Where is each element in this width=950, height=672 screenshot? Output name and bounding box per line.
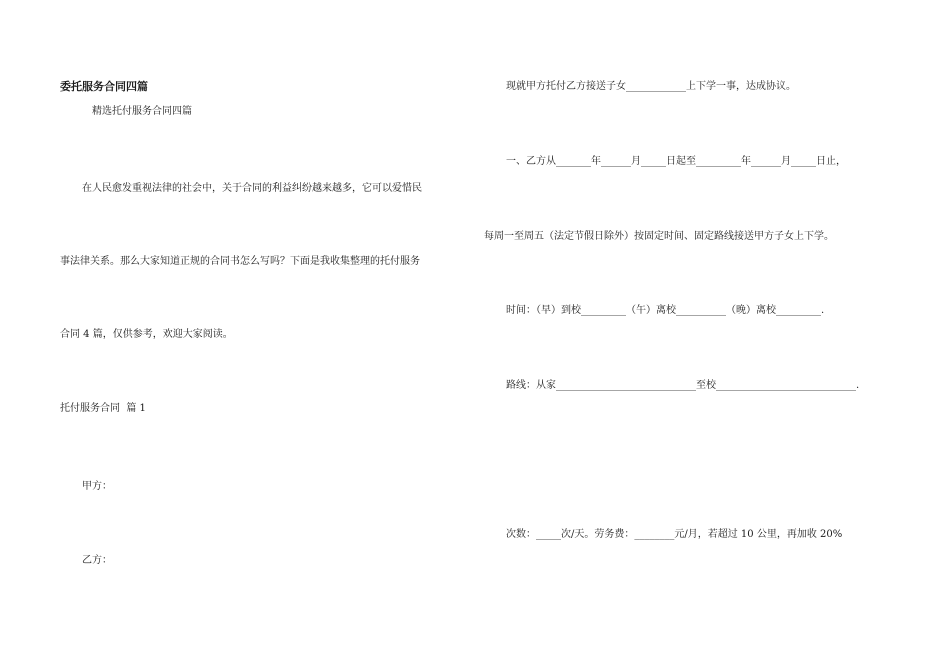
party-a-label: 甲方： — [82, 481, 112, 492]
route-line: 路线：从家____________________________至校____________________________. — [506, 380, 860, 391]
party-b-label: 乙方： — [82, 555, 112, 566]
intro-paragraph-line-2: 事法律关系。那么大家知道正规的合同书怎么写吗？下面是我收集整理的托付服务 — [60, 256, 420, 267]
agreement-line: 现就甲方托付乙方接送子女____________上下学一事，达成协议。 — [506, 81, 796, 92]
document-title: 委托服务合同四篇 — [60, 80, 148, 93]
schedule-line: 每周一至周五（法定节假日除外）按固定时间、固定路线接送甲方子女上下学。 — [484, 231, 834, 242]
fee-line: 次数：_____次/天。劳务费：________元/月，若超过 10 公里，再加收 20% — [506, 529, 843, 540]
service-period-line: 一、乙方从_______年______月_____日起至_________年______月_____日止， — [506, 156, 846, 167]
intro-paragraph-line-3: 合同 4 篇，仅供参考，欢迎大家阅读。 — [60, 329, 233, 340]
document-subtitle: 精选托付服务合同四篇 — [92, 106, 192, 117]
intro-paragraph-line-1: 在人民愈发重视法律的社会中，关于合同的利益纠纷越来越多，它可以爱惜民 — [82, 183, 422, 194]
section-heading: 托付服务合同 篇 1 — [60, 403, 146, 414]
time-line: 时间：（早）到校_________（午）离校__________（晚）离校_________. — [506, 305, 825, 316]
